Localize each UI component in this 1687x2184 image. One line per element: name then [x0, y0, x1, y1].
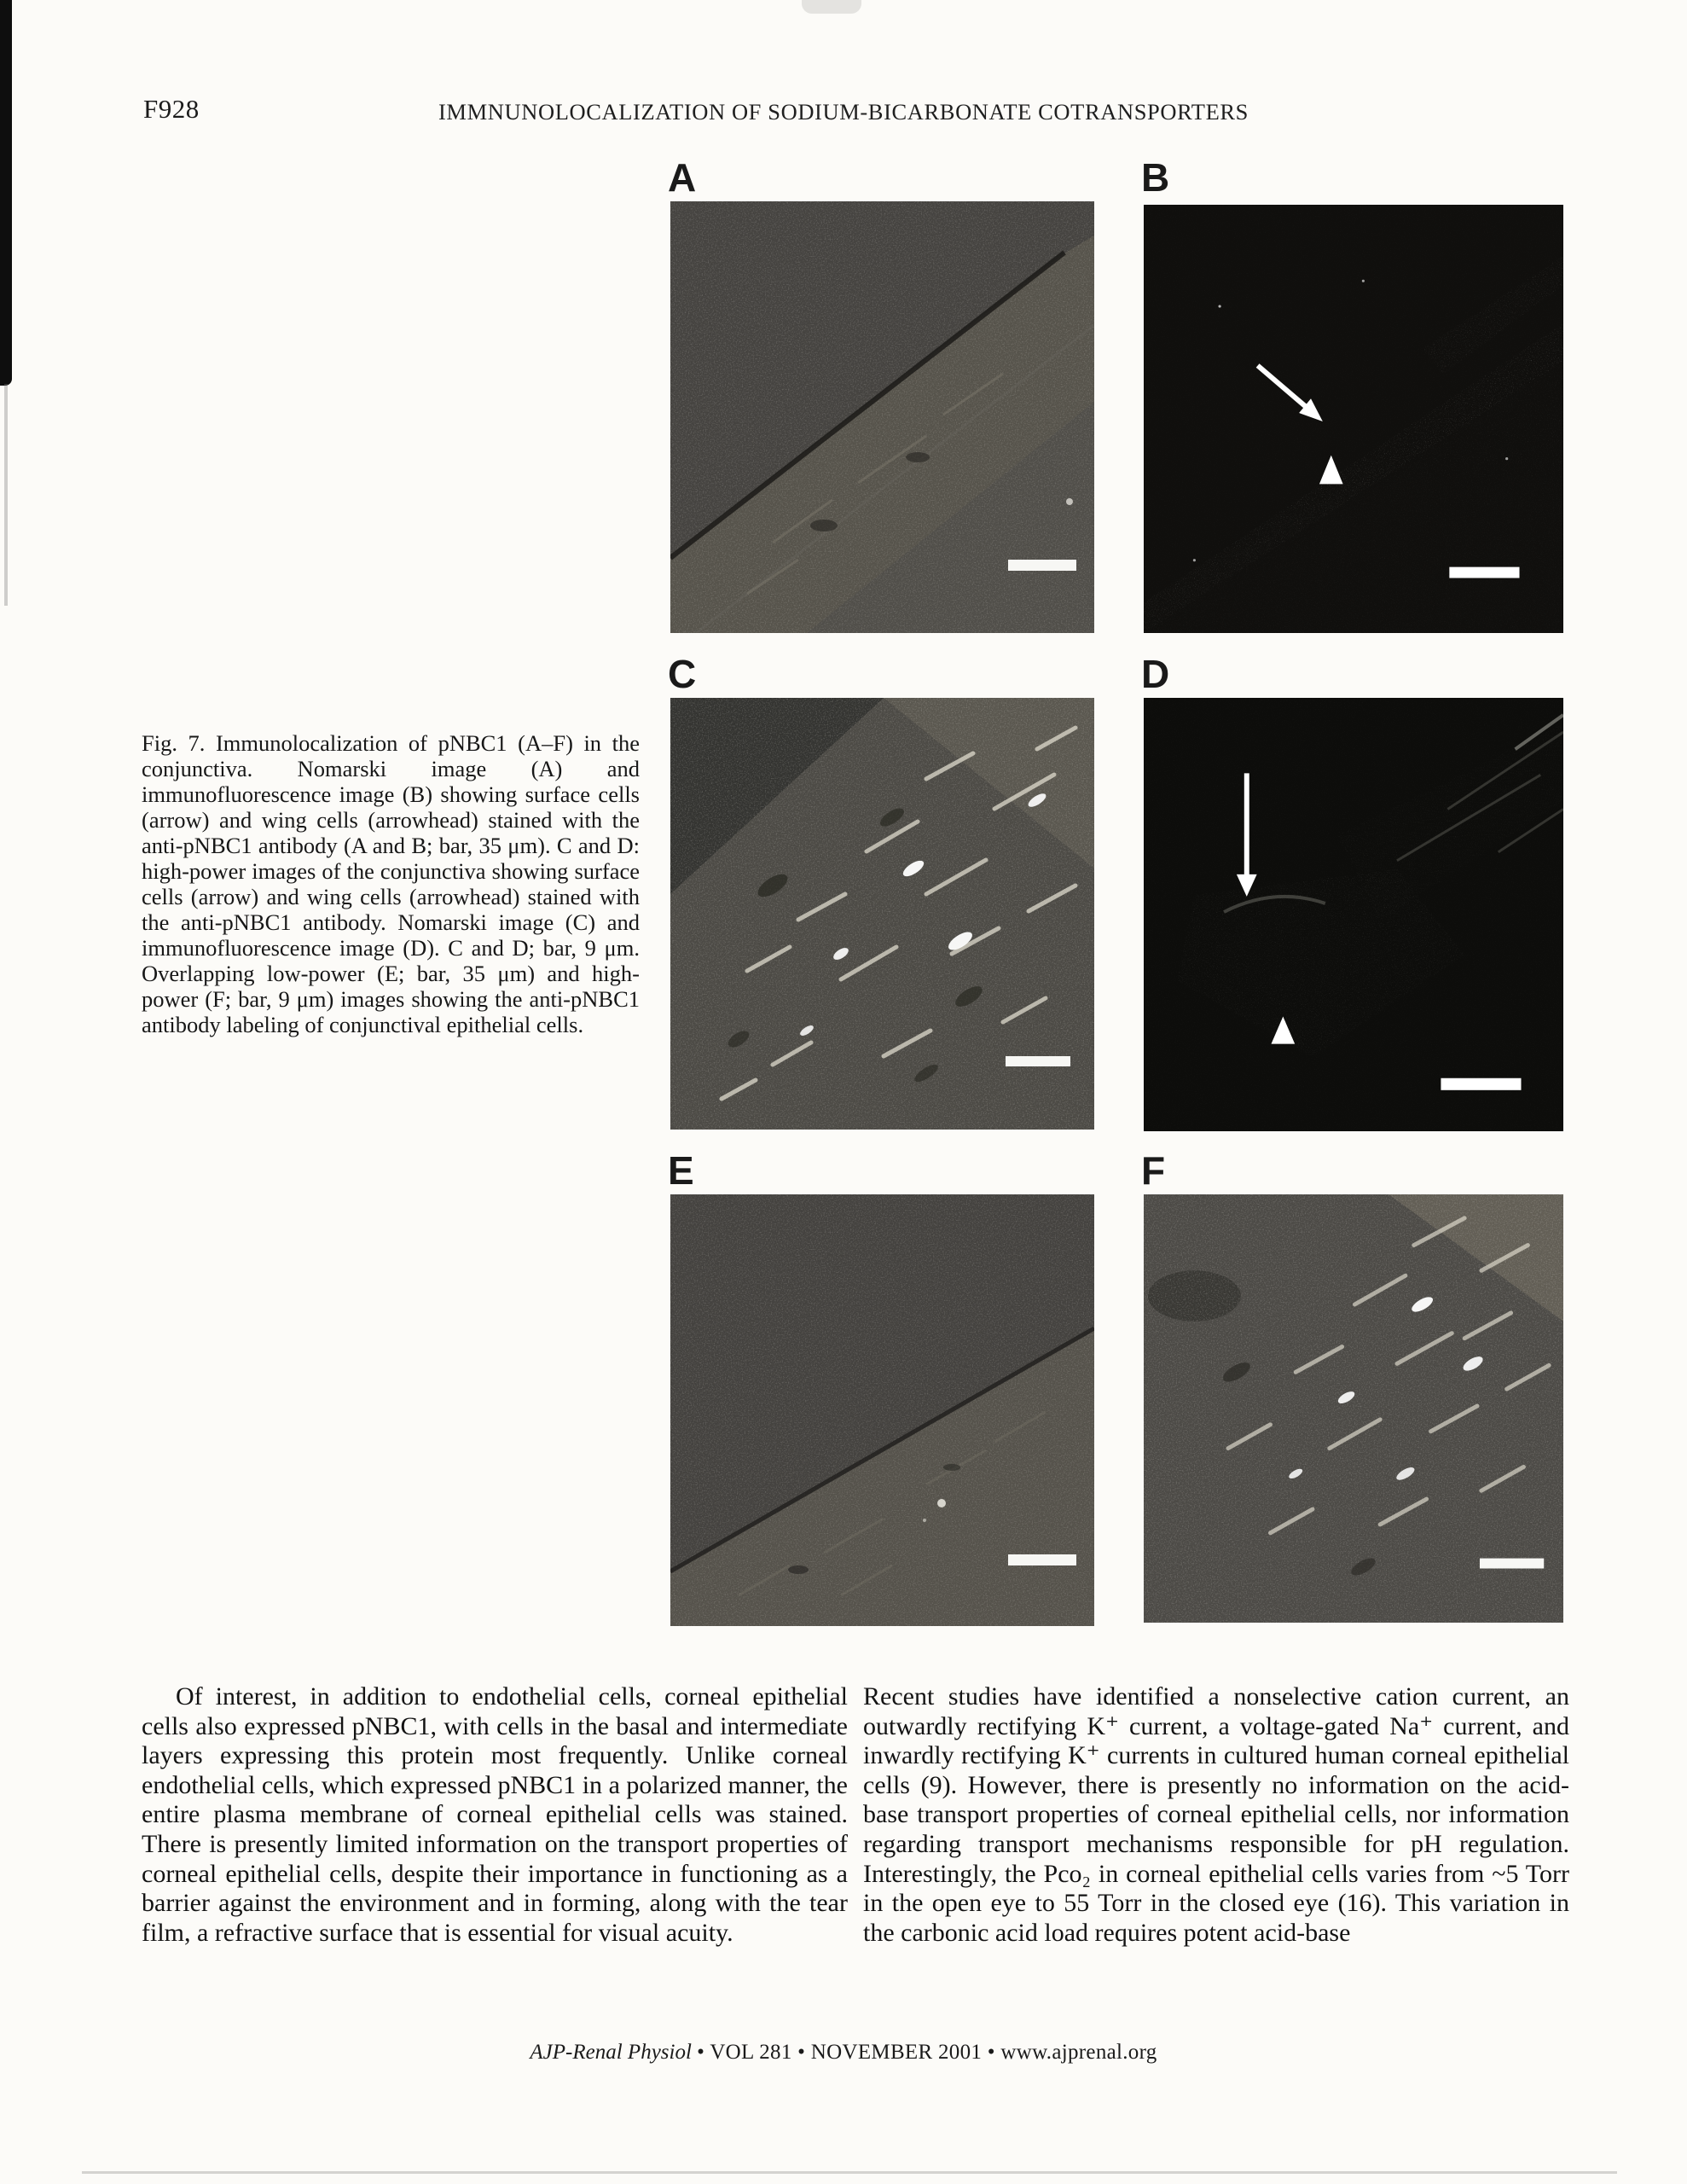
panel-a-label: A [668, 155, 697, 200]
scale-bar-e [1008, 1554, 1076, 1565]
scale-bar-a [1008, 560, 1076, 571]
nomarski-micrograph-c [670, 698, 1094, 1130]
speckle [1193, 559, 1196, 561]
bright-dot [1066, 498, 1073, 505]
scale-bar-b [1449, 567, 1519, 578]
bright-dot [937, 1499, 946, 1507]
scan-artifact-left-line [4, 384, 8, 606]
footer-journal-name: AJP-Renal Physiol [530, 2041, 692, 2064]
panel-e-micrograph [670, 1194, 1094, 1626]
immunofluorescence-micrograph-d [1144, 698, 1563, 1131]
panel-a-micrograph [670, 201, 1094, 633]
scan-artifact-top-smudge [802, 0, 861, 14]
page-footer [0, 2041, 1687, 2065]
figure-caption: Fig. 7. Immunolocalization of pNBC1 (A–F) in the conjunctiva. Nomarski image (A) and immunofluorescence image (B) showing surface cells (arrow) and wing cells (arrowhead) stained with the anti-pNBC1 antibody (A and B; bar, 35 μm). C and D: high-power images of the conjunctiva showing surface cells (arrow) and wing cells (arrowhead) stained with the anti-pNBC1 antibody. Nomarski image (C) and immunofluorescence image (D). C and D; bar, 9 μm. Overlapping low-power (E; bar, 35 μm) and high-power (F; bar, 9 μm) images showing the anti-pNBC1 antibody labeling of conjunctival epithelial cells. [142, 730, 640, 1037]
immunofluorescence-micrograph-b [1144, 205, 1563, 633]
body-text-left-column: Of interest, in addition to endothelial cells, corneal epithelial cells also expressed pNBC1, with cells in the basal and intermediate layers expressing this protein most frequently. Unlike corneal endothelial cells, which expressed pNBC1 in a polarized manner, the entire plasma membrane of corneal epithelial cells was stained. There is presently limited information on the transport properties of corneal epithelial cells, despite their importance in functioning as a barrier against the environment and in forming, along with the tear film, a refractive surface that is essential for visual acuity. [142, 1682, 848, 1947]
scan-artifact-left-strip [0, 0, 12, 386]
page-number: F928 [143, 94, 200, 124]
nomarski-micrograph-f [1144, 1194, 1563, 1623]
panel-f-micrograph [1144, 1194, 1563, 1623]
panel-c-label: C [668, 652, 697, 696]
scan-artifact-bottom-line [82, 2171, 1617, 2174]
dark-speck [943, 1464, 960, 1471]
dark-speck [810, 520, 838, 531]
scale-bar-d [1441, 1078, 1521, 1090]
panel-d-micrograph [1144, 698, 1563, 1131]
running-title: IMMNUNOLOCALIZATION OF SODIUM-BICARBONATE COTRANSPORTERS [438, 99, 1249, 125]
bright-dot [923, 1519, 926, 1522]
panel-f-label: F [1141, 1148, 1166, 1193]
nomarski-micrograph-e [670, 1194, 1094, 1626]
speckle [1505, 457, 1508, 460]
speckle [1219, 305, 1221, 307]
speckle [1362, 280, 1365, 282]
dark-speck [906, 452, 930, 462]
panel-c-micrograph [670, 698, 1094, 1130]
nomarski-micrograph-a [670, 201, 1094, 633]
footer-citation: • VOL 281 • NOVEMBER 2001 • www.ajprenal.org [697, 2041, 1157, 2064]
panel-b-micrograph [1144, 205, 1563, 633]
scale-bar-f [1480, 1559, 1544, 1569]
panel-b-label: B [1141, 155, 1170, 200]
body-text-right-column: Recent studies have identified a nonselective cation current, an outwardly rectifying K⁺ current, a voltage-gated Na⁺ current, and inwardly rectifying K⁺ currents in cultured human corneal epithelial cells (9). However, there is presently no information on the acid-base transport properties of corneal epithelial cells, nor information regarding transport mechanisms responsible for pH regulation. Interestingly, the Pco₂ in corneal epithelial cells varies from ~5 Torr in the open eye to 55 Torr in the closed eye (16). This variation in the carbonic acid load requires potent acid-base [863, 1682, 1569, 1947]
panel-d-label: D [1141, 652, 1170, 696]
panel-e-label: E [668, 1148, 694, 1193]
scale-bar-c [1006, 1056, 1070, 1066]
dark-speck [788, 1565, 809, 1574]
